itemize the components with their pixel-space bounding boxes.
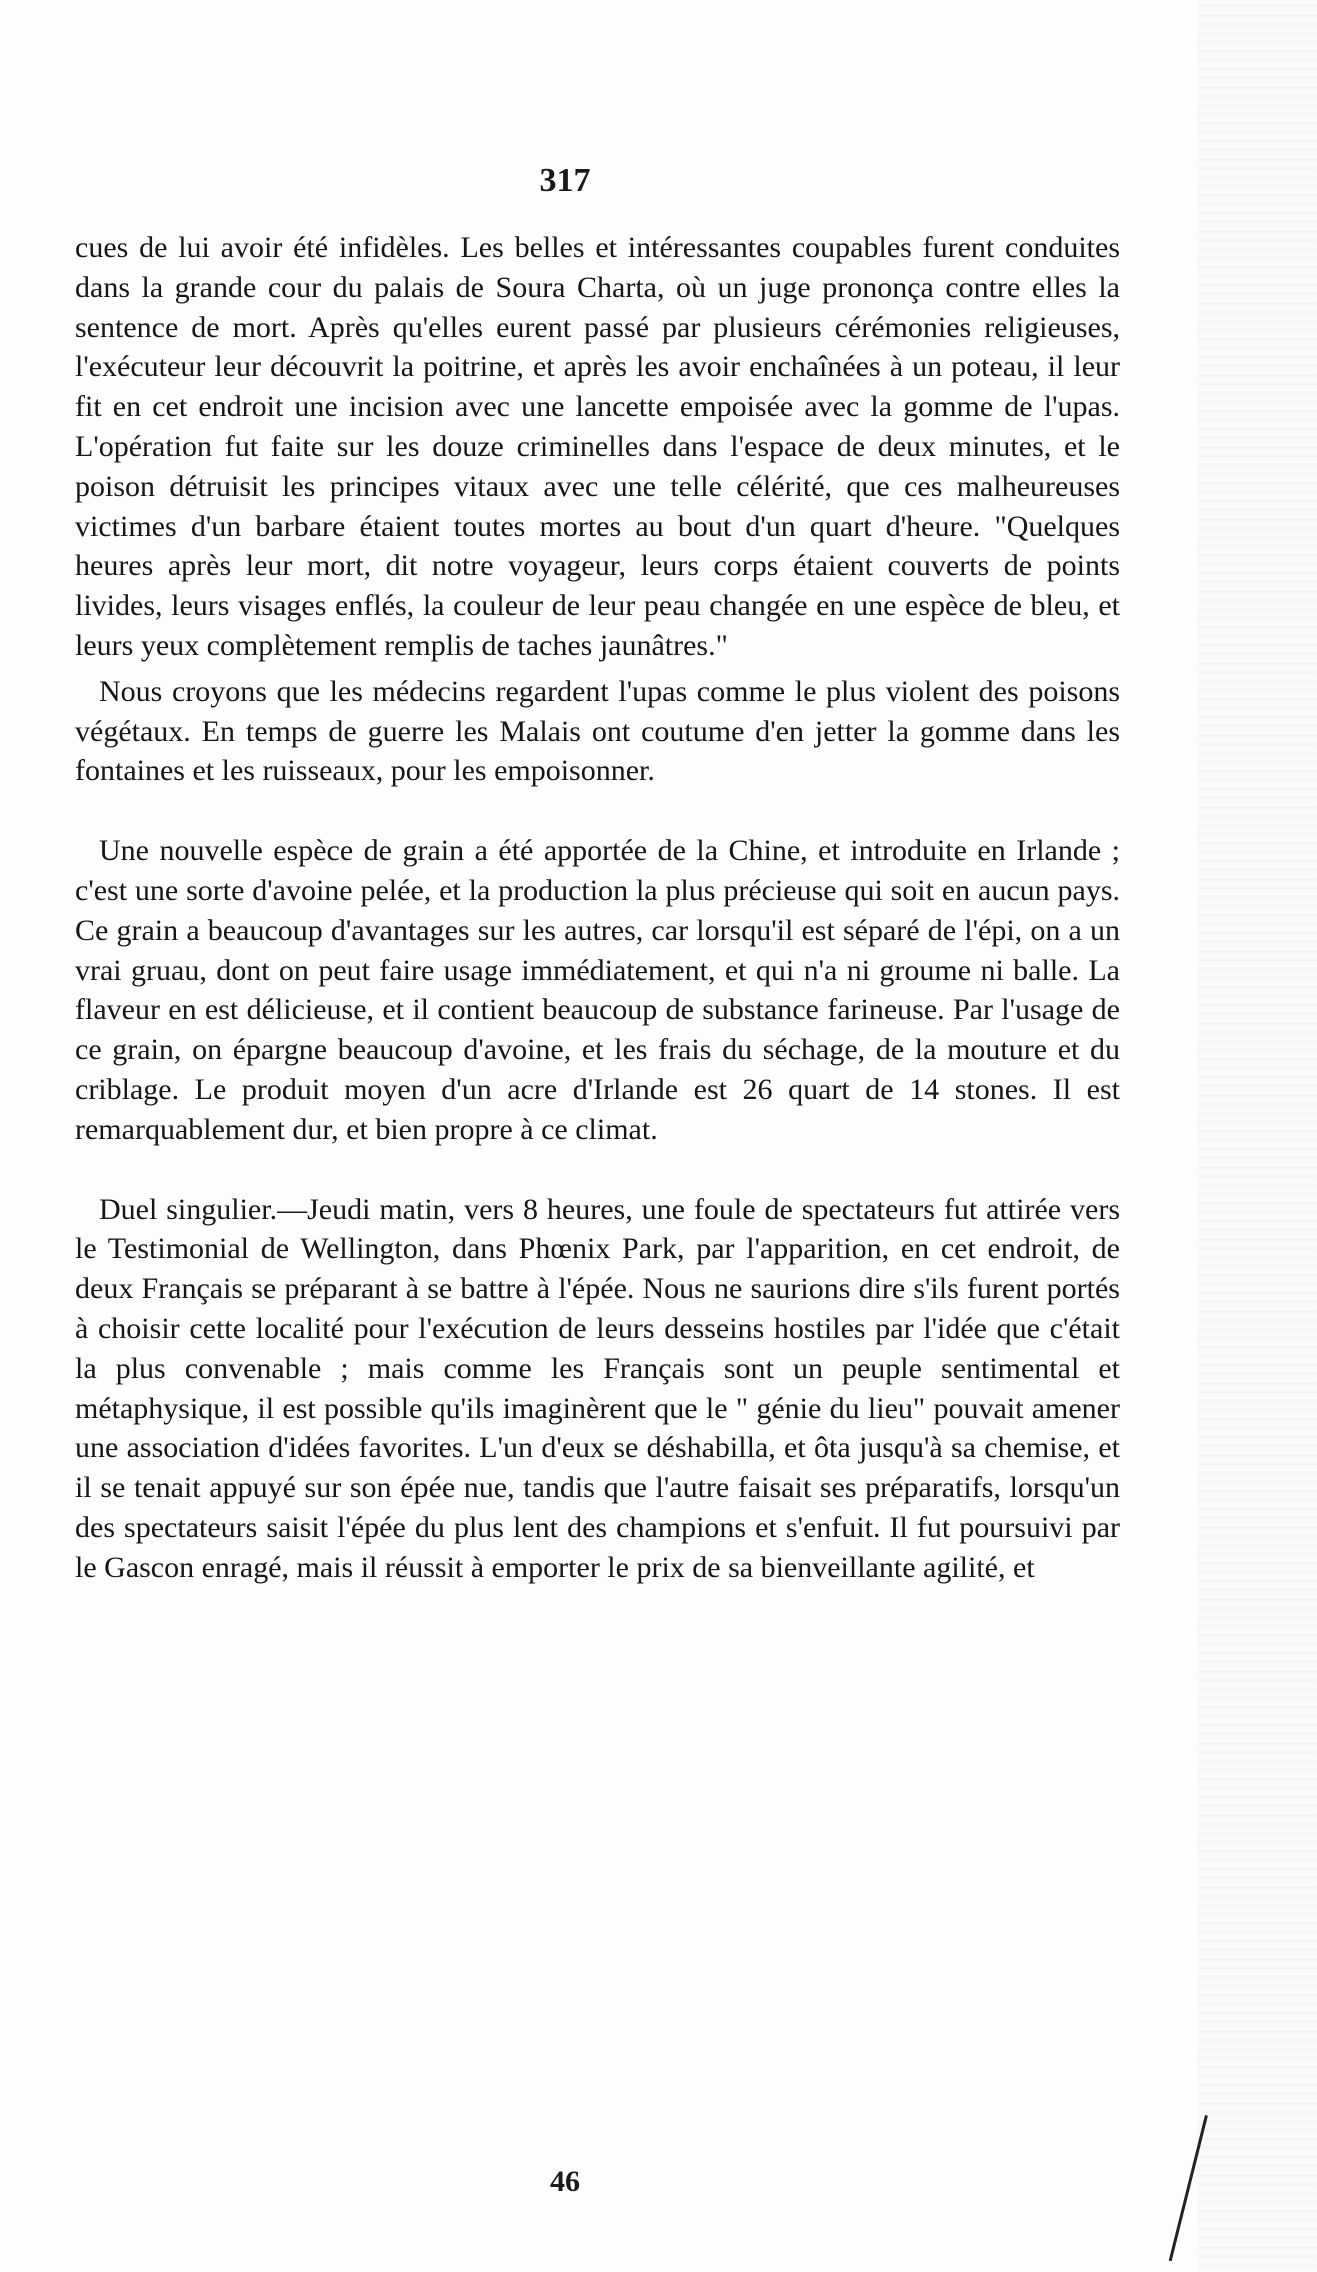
paragraph-upas-execution: cues de lui avoir été infidèles. Les belles et intéressantes coupables furent conduites dans la grande cour du palais de Soura Charta, où un juge prononça contre elles la sentence de mort. Après qu'elles eurent passé par plusieurs cérémonies religieuses, l'exécuteur leur découvrit la poitrine, et après les avoir enchaînées à un poteau, il leur fit en cet endroit une incision avec une lancette empoisée avec la gomme de l'upas. L'opération fut faite sur les douze criminelles dans l'espace de deux minutes, et le poison détruisit les principes vitaux avec une telle célérité, que ces malheureuses victimes d'un barbare étaient toutes mortes au bout d'un quart d'heure. "Quelques heures après leur mort, dit notre voyageur, leurs corps étaient couverts de points livides, leurs visages enflés, la couleur de leur peau changée en une espèce de bleu, et leurs yeux complètement remplis de taches jaunâtres." bbox=[75, 231, 1120, 662]
scan-edge-noise bbox=[1197, 0, 1317, 2272]
paragraph-duel: Duel singulier.—Jeudi matin, vers 8 heures, une foule de spectateurs fut attirée vers le Testimonial de Wellington, dans Phœnix Park, par l'apparition, en cet endroit, de deux Français se préparant à se battre à l'épée. Nous ne saurions dire s'ils furent portés à choisir cette localité pour l'exécution de leurs desseins hostiles par l'idée que c'était la plus convenable ; mais comme les Français sont un peuple sentimental et métaphysique, il est possible qu'ils imaginèrent que le " génie du lieu" pouvait amener une association d'idées favorites. L'un d'eux se déshabilla, et ôta jusqu'à sa chemise, et il se tenait appuyé sur son épée nue, tandis que l'autre faisait ses préparatifs, lorsqu'un des spectateurs saisit l'épée du plus lent des champions et s'enfuit. Il fut poursuivi par le Gascon enragé, mais il réussit à emporter le prix de sa bienveillante agilité, et bbox=[75, 1192, 1120, 1584]
paragraph-upas-poison: Nous croyons que les médecins regardent l'upas comme le plus violent des poisons végétaux. En temps de guerre les Malais ont coutume d'en jetter la gomme dans les fontaines et les ruisseaux, pour les empoisonner. bbox=[75, 674, 1120, 788]
signature-mark: 46 bbox=[550, 2165, 580, 2198]
page-number: 317 bbox=[539, 162, 591, 199]
body-text bbox=[75, 228, 1120, 1588]
paragraph-new-grain: Une nouvelle espèce de grain a été apportée de la Chine, et introduite en Irlande ; c'est une sorte d'avoine pelée, et la production la plus précieuse qui soit en aucun pays. Ce grain a beaucoup d'avantages sur les autres, car lorsqu'il est séparé de l'épi, on a un vrai gruau, dont on peut faire usage immédiatement, et qui n'a ni groume ni balle. La flaveur en est délicieuse, et il contient beaucoup de substance farineuse. Par l'usage de ce grain, on épargne beaucoup d'avoine, et les frais du séchage, de la mouture et du criblage. Le produit moyen d'un acre d'Irlande est 26 quart de 14 stones. Il est remarquablement dur, et bien propre à ce climat. bbox=[75, 834, 1120, 1146]
